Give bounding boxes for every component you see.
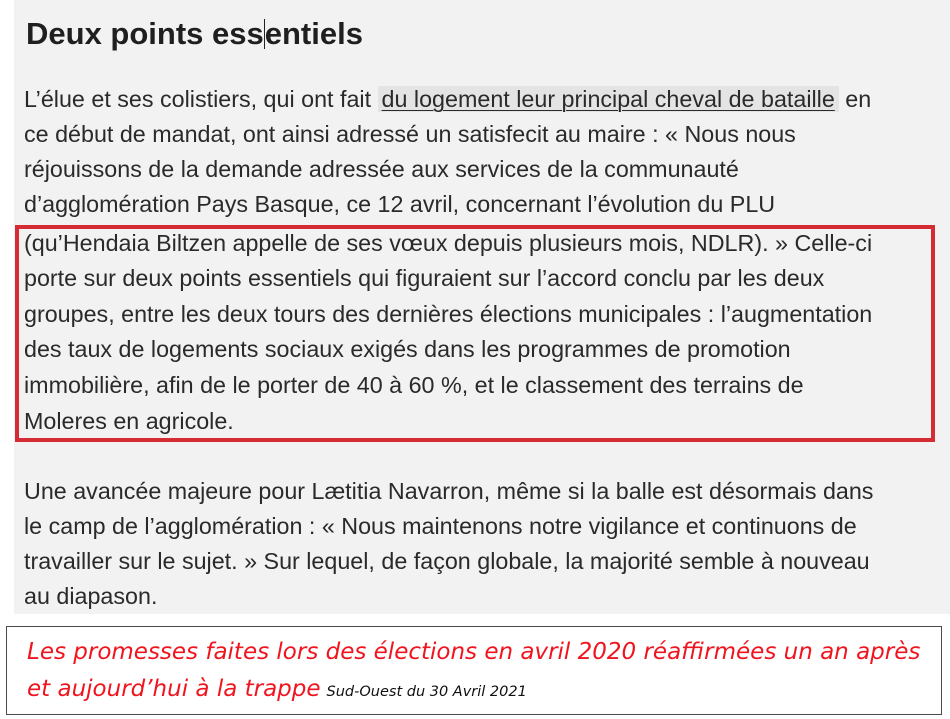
heading-text-start: Deux points ess <box>26 16 264 51</box>
paragraph-1-line-10: Moleres en agricole. <box>24 408 234 434</box>
paragraph-1-line-5: (qu’Hendaia Biltzen appelle de ses vœux depuis plusieurs mois, NDLR). » Celle-ci <box>24 230 873 256</box>
paragraph-1-line-8: des taux de logements sociaux exigés dans les programmes de promotion <box>24 336 791 362</box>
article-heading <box>26 12 363 56</box>
paragraph-1-line-3: réjouissons de la demande adressée aux services de la communauté <box>24 156 739 182</box>
paragraph-2-line-3: travailler sur le sujet. » Sur lequel, de façon globale, la majorité semble à nouveau <box>24 548 870 574</box>
paragraph-1-line-9: immobilière, afin de le porter de 40 à 60 %, et le classement des terrains de <box>24 372 804 398</box>
caption-line-2-text: et aujourd’hui à la trappe <box>27 676 321 702</box>
caption-source: Sud-Ouest du 30 Avril 2021 <box>326 684 527 700</box>
paragraph-2-line-4: au diapason. <box>24 583 158 609</box>
paragraph-1-line-1 <box>24 84 871 114</box>
paragraph-2-line-2: le camp de l’agglomération : « Nous maintenons notre vigilance et continuons de <box>24 513 857 539</box>
article-link[interactable]: du logement leur principal cheval de bataille <box>378 86 839 112</box>
paragraph-1-line-2: ce début de mandat, ont ainsi adressé un satisfecit au maire : « Nous nous <box>24 121 796 147</box>
paragraph-1-line-1-end: en <box>838 86 872 112</box>
caption-line-1: Les promesses faites lors des élections en avril 2020 réaffirmées un an après <box>27 639 921 665</box>
caption-box <box>6 626 942 715</box>
paragraph-1-line-6: porte sur deux points essentiels qui figuraient sur l’accord conclu par les deux <box>24 265 825 291</box>
paragraph-1-line-4: d’agglomération Pays Basque, ce 12 avril, concernant l’évolution du PLU <box>24 191 776 217</box>
highlight-box <box>15 225 935 442</box>
heading-text-end: entiels <box>264 16 363 51</box>
paragraph-2-line-1: Une avancée majeure pour Lætitia Navarron, même si la balle est désormais dans <box>24 478 874 504</box>
caption-line-2 <box>27 674 527 707</box>
paragraph-1-line-1-start: L’élue et ses colistiers, qui ont fait <box>24 86 378 112</box>
paragraph-1-line-7: groupes, entre les deux tours des dernières élections municipales : l’augmentation <box>24 301 873 327</box>
